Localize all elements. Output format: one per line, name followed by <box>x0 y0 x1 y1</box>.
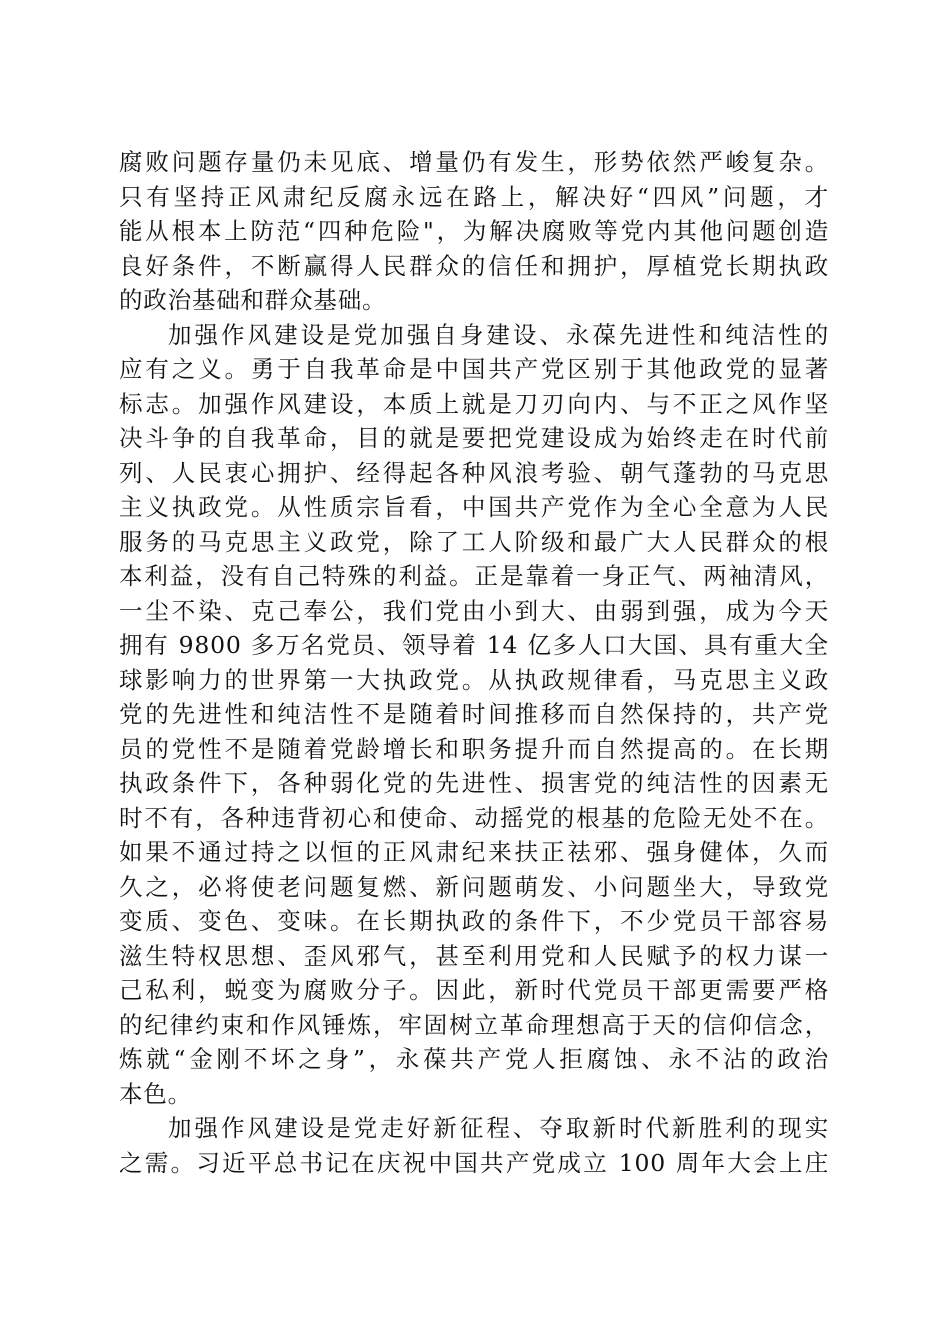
text-line: 服务的马克思主义政党，除了工人阶级和最广大人民群众的根 <box>119 527 829 556</box>
text-line: 本色。 <box>119 1079 192 1108</box>
paragraph-first-line: 加强作风建设是党加强自身建设、永葆先进性和纯洁性的 <box>168 320 829 349</box>
text-line: 球影响力的世界第一大执政党。从执政规律看，马克思主义政 <box>119 665 829 694</box>
text-line: 时不有，各种违背初心和使命、动摇党的根基的危险无处不在。 <box>119 803 829 832</box>
text-line: 之需。习近平总书记在庆祝中国共产党成立 100 周年大会上庄 <box>119 1148 829 1177</box>
text-line: 拥有 9800 多万名党员、领导着 14 亿多人口大国、具有重大全 <box>119 631 829 659</box>
text-line: 标志。加强作风建设，本质上就是刀刃向内、与不正之风作坚 <box>119 389 829 418</box>
text-line: 应有之义。勇于自我革命是中国共产党区别于其他政党的显著 <box>119 355 829 383</box>
text-line: 的纪律约束和作风锤炼，牢固树立革命理想高于天的信仰信念， <box>119 1010 829 1039</box>
text-line: 炼就“金刚不坏之身”，永葆共产党人拒腐蚀、永不沾的政治 <box>119 1045 829 1073</box>
text-line: 久之，必将使老问题复燃、新问题萌发、小问题坐大，导致党 <box>119 872 829 901</box>
text-line: 腐败问题存量仍未见底、增量仍有发生，形势依然严峻复杂。 <box>119 148 829 176</box>
text-line: 一尘不染、克己奉公，我们党由小到大、由弱到强，成为今天 <box>119 596 829 625</box>
paragraph-first-line: 加强作风建设是党走好新征程、夺取新时代新胜利的现实 <box>168 1114 829 1142</box>
text-line: 员的党性不是随着党龄增长和职务提升而自然提高的。在长期 <box>119 734 829 763</box>
text-line: 变质、变色、变味。在长期执政的条件下，不少党员干部容易 <box>119 907 829 935</box>
text-line: 执政条件下，各种弱化党的先进性、损害党的纯洁性的因素无 <box>119 769 829 797</box>
text-line: 滋生特权思想、歪风邪气，甚至利用党和人民赋予的权力谋一 <box>119 941 829 970</box>
text-line: 主义执政党。从性质宗旨看，中国共产党作为全心全意为人民 <box>119 493 829 521</box>
text-line: 列、人民衷心拥护、经得起各种风浪考验、朝气蓬勃的马克思 <box>119 458 829 487</box>
text-line: 如果不通过持之以恒的正风肃纪来扶正祛邪、强身健体，久而 <box>119 838 829 866</box>
text-line: 决斗争的自我革命，目的就是要把党建设成为始终走在时代前 <box>119 424 829 452</box>
text-line: 本利益，没有自己特殊的利益。正是靠着一身正气、两袖清风， <box>119 562 829 590</box>
text-line: 能从根本上防范“四种危险"，为解决腐败等党内其他问题创造 <box>119 217 829 245</box>
text-line: 只有坚持正风肃纪反腐永远在路上，解决好“四风”问题，才 <box>119 182 829 211</box>
text-line: 的政治基础和群众基础。 <box>119 286 387 314</box>
text-line: 良好条件，不断赢得人民群众的信任和拥护，厚植党长期执政 <box>119 251 829 280</box>
text-line: 党的先进性和纯洁性不是随着时间推移而自然保持的，共产党 <box>119 700 829 728</box>
body-text <box>119 145 829 1180</box>
text-line: 己私利，蜕变为腐败分子。因此，新时代党员干部更需要严格 <box>119 976 829 1004</box>
